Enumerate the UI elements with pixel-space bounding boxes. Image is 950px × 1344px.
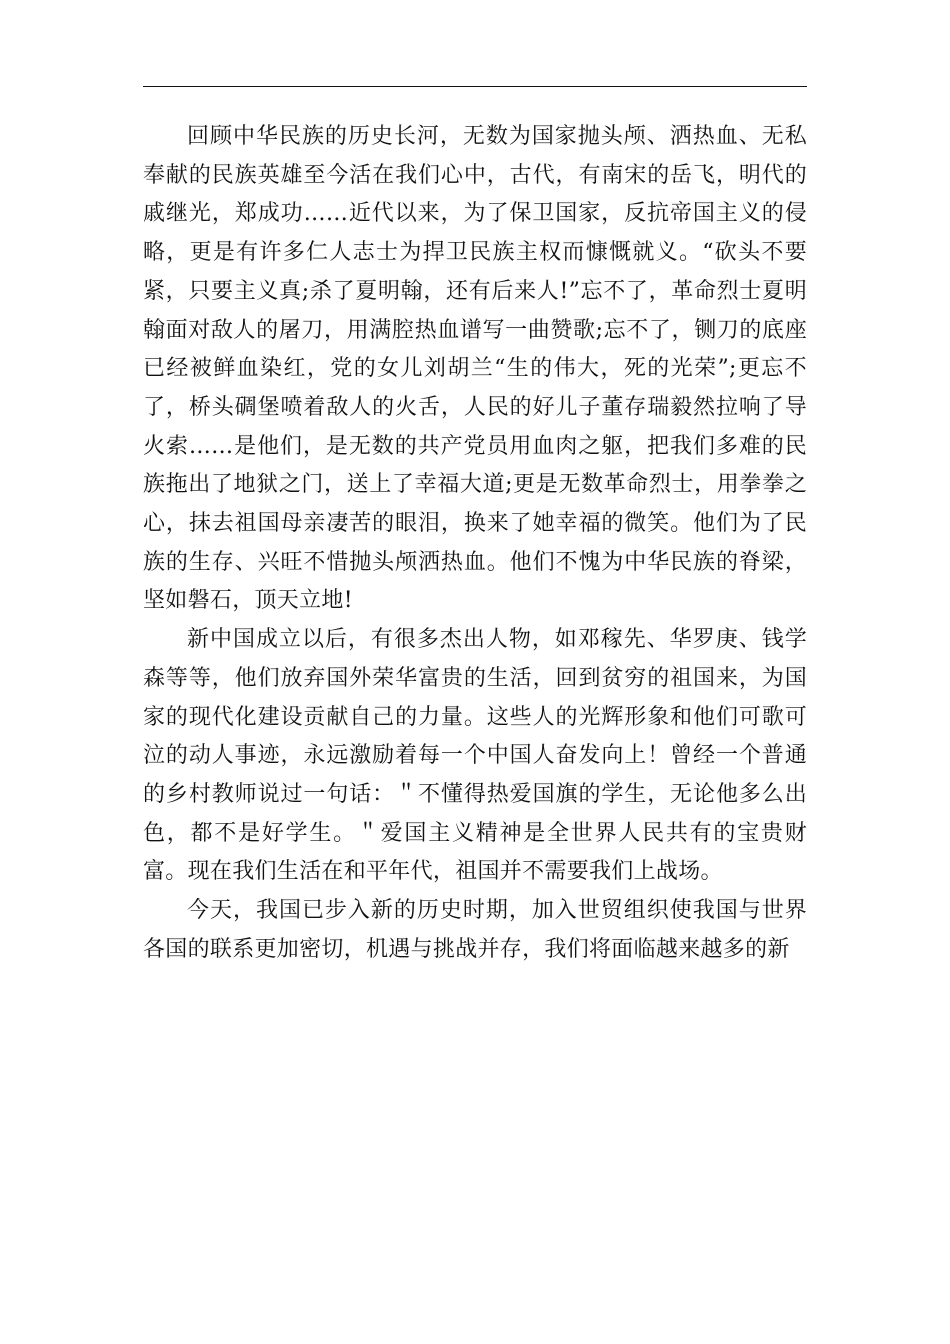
paragraph-2: 新中国成立以后，有很多杰出人物，如邓稼先、华罗庚、钱学森等等，他们放弃国外荣华富贵的生活，回到贫穷的祖国来，为国家的现代化建设贡献自己的力量。这些人的光辉形象和他们可歌可泣的动人事迹，永远激励着每一个中国人奋发向上！曾经一个普通的乡村教师说过一句话：＂不懂得热爱国旗的学生，无论他多么出色，都不是好学生。＂爱国主义精神是全世界人民共有的宝贵财富。现在我们生活在和平年代，祖国并不需要我们上战场。 bbox=[143, 627, 807, 885]
paragraph-3: 今天，我国已步入新的历史时期，加入世贸组织使我国与世界各国的联系更加密切，机遇与挑战并存，我们将面临越来越多的新 bbox=[143, 898, 807, 962]
body-text bbox=[143, 118, 807, 969]
header-rule bbox=[143, 86, 807, 87]
paragraph-1: 回顾中华民族的历史长河，无数为国家抛头颅、洒热血、无私奉献的民族英雄至今活在我们心中，古代，有南宋的岳飞，明代的戚继光，郑成功……近代以来，为了保卫国家，反抗帝国主义的侵略，更是有许多仁人志士为捍卫民族主权而慷慨就义。“砍头不要紧，只要主义真;杀了夏明翰，还有后来人!”忘不了，革命烈士夏明翰面对敌人的屠刀，用满腔热血谱写一曲赞歌;忘不了，铡刀的底座已经被鲜血染红，党的女儿刘胡兰“生的伟大，死的光荣”;更忘不了，桥头碉堡喷着敌人的火舌，人民的好儿子董存瑞毅然拉响了导火索……是他们，是无数的共产党员用血肉之躯，把我们多难的民族拖出了地狱之门，送上了幸福大道;更是无数革命烈士，用拳拳之心，抹去祖国母亲凄苦的眼泪，换来了她幸福的微笑。他们为了民族的生存、兴旺不惜抛头颅洒热血。他们不愧为中华民族的脊梁，坚如磐石，顶天立地! bbox=[143, 124, 807, 614]
